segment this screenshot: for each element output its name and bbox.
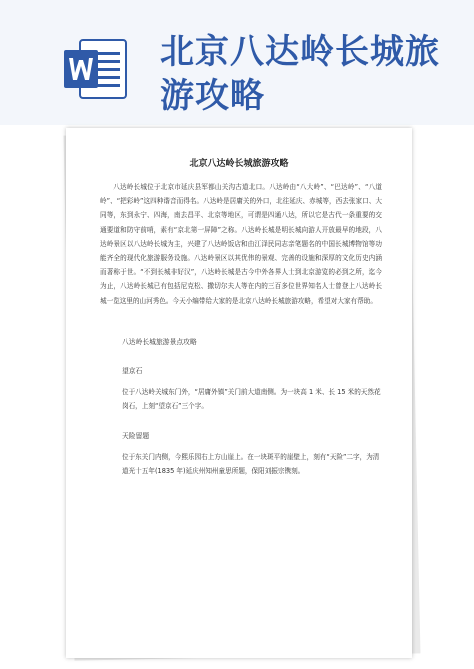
spot-heading-wangjingshi: 望京石 xyxy=(122,367,143,375)
spot-heading-tianxian: 天险留题 xyxy=(122,432,150,440)
intro-paragraph: 八达岭长城位于北京市延庆县军都山关沟古道北口。八达岭由“八大岭”、“巴达岭”、“八道岭”、“把彩岭”这四种谐音而得名。八达岭是居庸关的外口，北往延庆、赤城等，西去张家口、大同等，东到永宁、四海，南去昌平、北京等地区，可谓是四通八达，所以它是古代一条重要的交通要道和防守前哨，素有“京北第一屏障”之称。八达岭长城是明长城向游人开放最早的地段，八达岭景区以八达岭长城为主，兴建了八达岭饭店和由江泽民同志亲笔题名的中国长城博物馆等功能齐全的现代化旅游服务设施。八达岭景区以其优伟的景观、完善的设施和深厚的文化历史内涵而著称于世。“不到长城非好汉”，八达岭长城是古今中外各界人士到北京游览的必到之所，迄今为止，八达岭长城已有包括尼克松、撒切尔夫人等在内的三百多位世界知名人士曾登上八达岭长城一览这里的山河秀色。今天小编带给大家的是北京八达岭长城旅游攻略，希望对大家有帮助。 xyxy=(100,183,382,305)
document-page xyxy=(66,128,412,658)
banner-title-line1: 北京八达岭长城旅 xyxy=(160,32,440,72)
banner xyxy=(0,0,474,125)
section-heading: 八达岭长城旅游景点攻略 xyxy=(122,338,197,346)
banner-title-line2: 游攻略 xyxy=(160,76,265,116)
word-document-icon xyxy=(62,38,130,100)
document-title: 北京八达岭长城旅游攻略 xyxy=(189,159,289,169)
banner-title xyxy=(160,30,460,118)
spot-desc-wangjingshi: 位于八达岭关城东门外，“居庸外镇”关门前大道南侧。为一块高 1 米、长 15 米的天然花岗石，上刻“望京石”三个字。 xyxy=(122,388,381,410)
spot-desc-tianxian: 位于东关门内侧，今熙乐园右上方山崖上。在一块斑平的崖壁上，刻有“天险”二字，为清道光十五年(1835 年)延庆州知州童思所题，保阳刘振宗镌刻。 xyxy=(122,453,380,475)
